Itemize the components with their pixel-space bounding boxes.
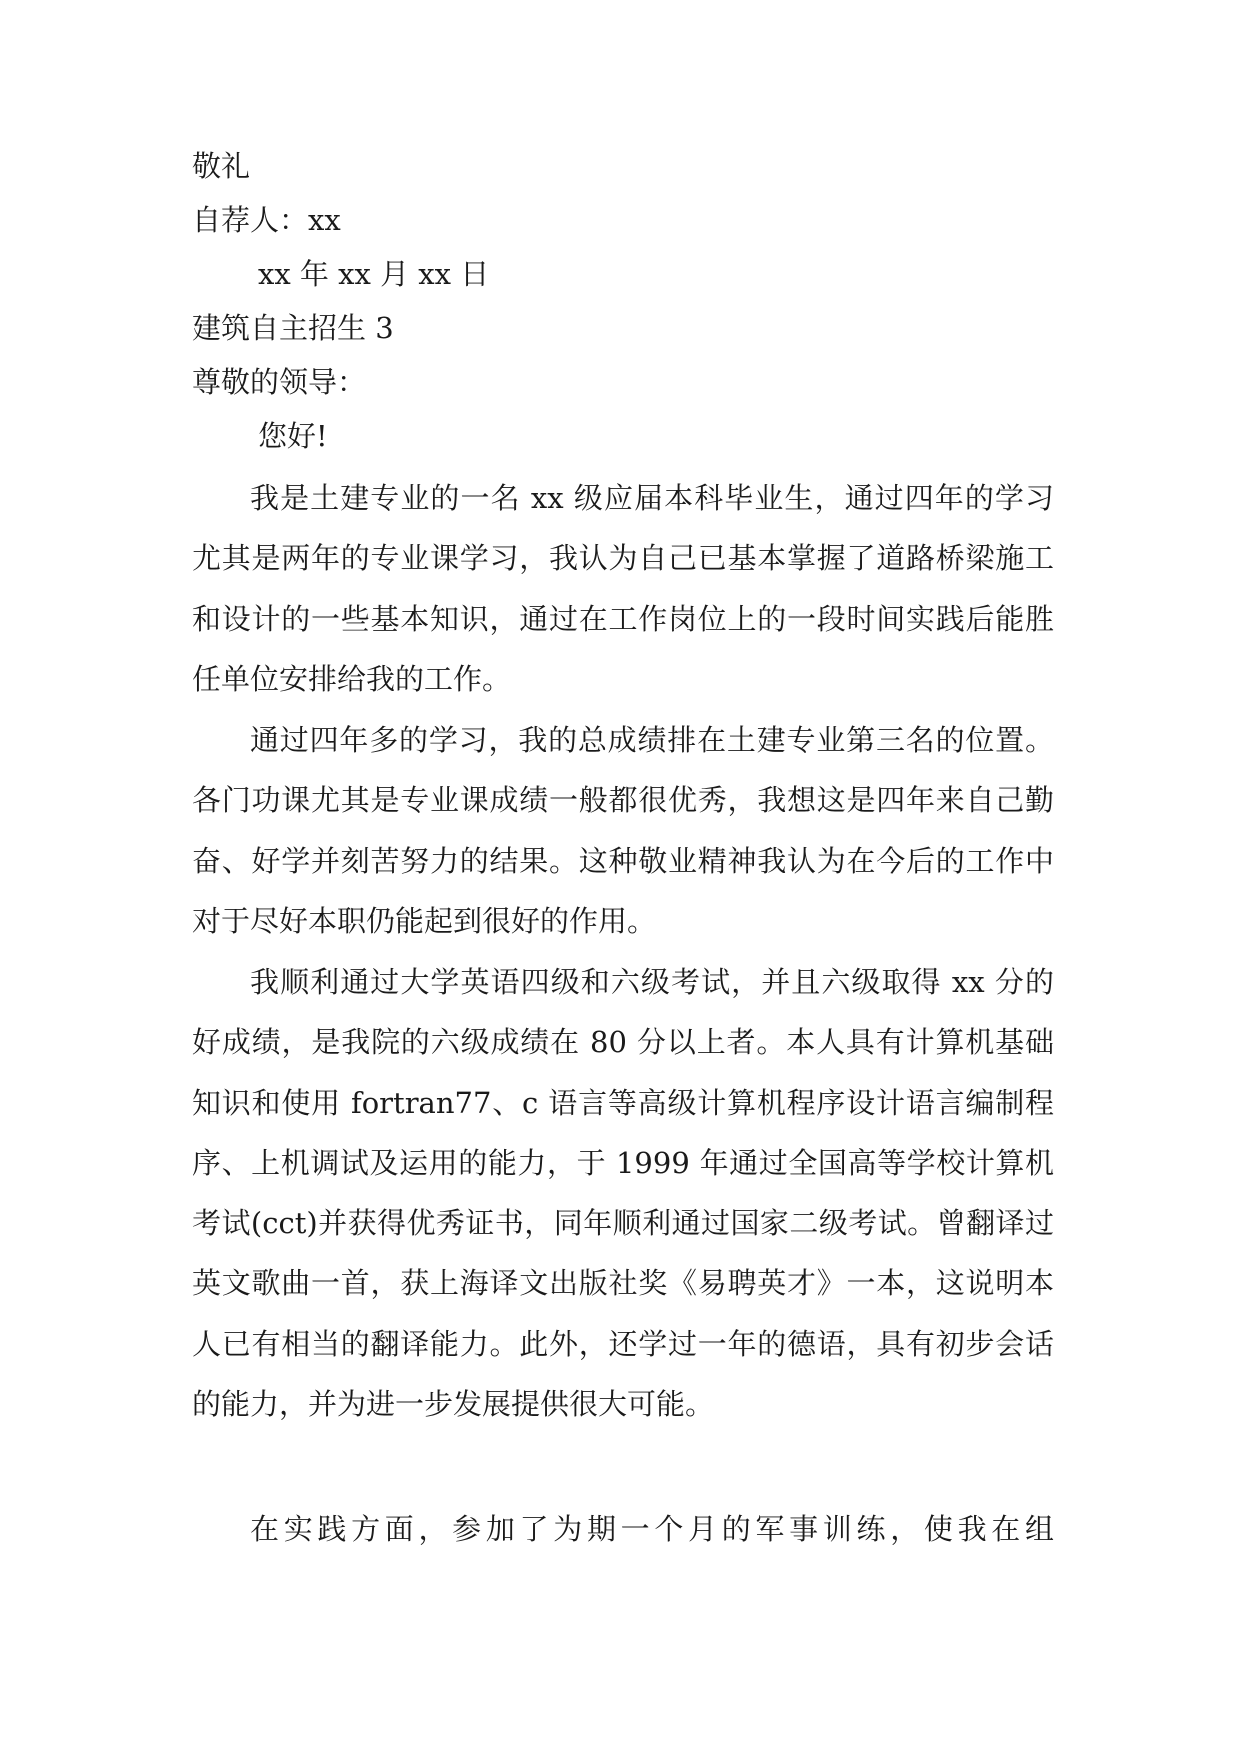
greeting-line: 您好!: [258, 419, 328, 453]
paragraph-1: 我是土建专业的一名 xx 级应届本科毕业生，通过四年的学习尤其是两年的专业课学习，我认为自己已基本掌握了道路桥梁施工和设计的一些基本知识，通过在工作岗位上的一段时间实践后能胜任单位安排给我的工作。: [192, 481, 1054, 696]
salutation-line: 尊敬的领导：: [192, 365, 367, 399]
paragraph-4: 在实践方面，参加了为期一个月的军事训练，使我在组: [250, 1512, 1054, 1546]
signer-line: 自荐人：xx: [192, 203, 341, 237]
paragraph-2: 通过四年多的学习，我的总成绩排在土建专业第三名的位置。各门功课尤其是专业课成绩一般都很优秀，我想这是四年来自己勤奋、好学并刻苦努力的结果。这种敬业精神我认为在今后的工作中对于尽好本职仍能起到很好的作用。: [192, 723, 1054, 938]
date-line: xx 年 xx 月 xx 日: [258, 257, 490, 291]
paragraph-3: 我顺利通过大学英语四级和六级考试，并且六级取得 xx 分的好成绩，是我院的六级成绩在 80 分以上者。本人具有计算机基础知识和使用 fortran77、c 语言等高级计算机程序设计语言编制程序、上机调试及运用的能力，于 1999 年通过全国高等学校计算机考试(cct)并获得优秀证书，同年顺利通过国家二级考试。曾翻译过英文歌曲一首，获上海译文出版社奖《易聘英才》一本，这说明本人已有相当的翻译能力。此外，还学过一年的德语，具有初步会话的能力，并为进一步发展提供很大可能。: [192, 965, 1054, 1422]
section-title: 建筑自主招生 3: [192, 311, 394, 345]
closing-line: 敬礼: [192, 149, 251, 183]
